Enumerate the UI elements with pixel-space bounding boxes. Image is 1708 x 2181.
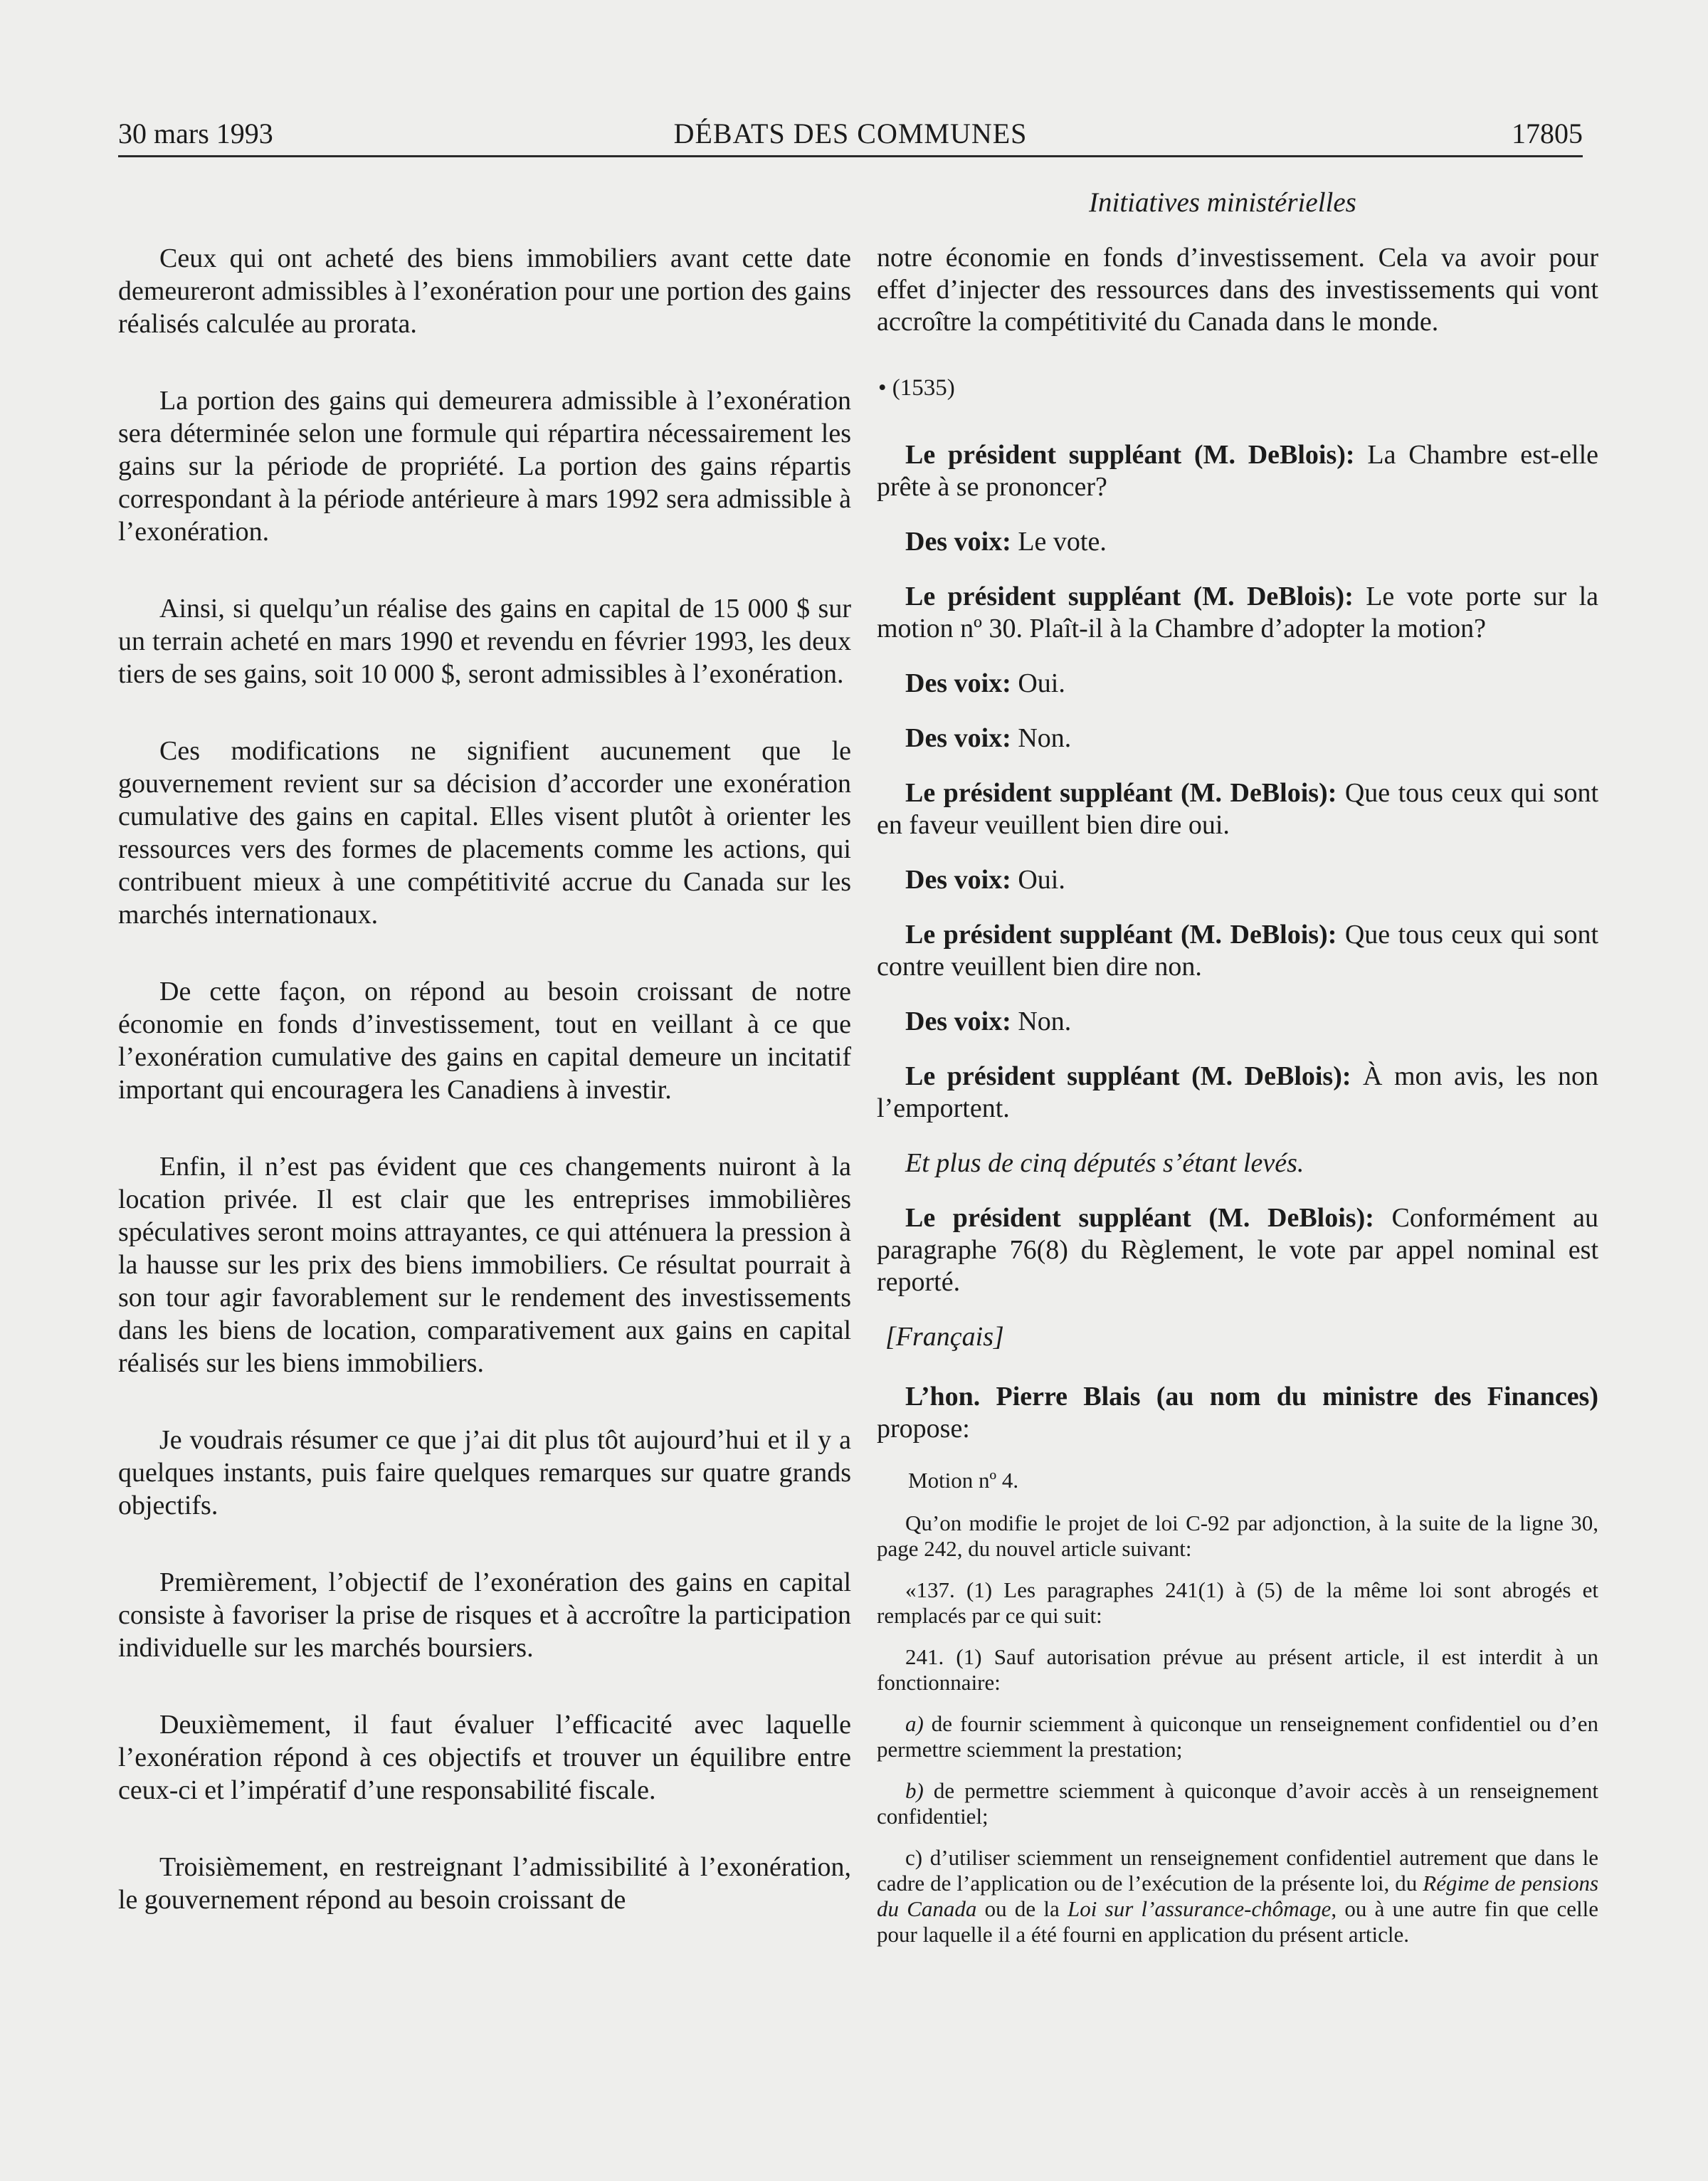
item-letter: a) <box>905 1711 924 1736</box>
speech <box>877 1202 1598 1298</box>
section-heading: Initiatives ministérielles <box>1089 187 1356 218</box>
speaker: Des voix: <box>905 527 1011 557</box>
item-text: de fournir sciemment à quiconque un renseignement confidentiel ou d’en permettre sciemment la prestation; <box>877 1711 1598 1762</box>
continuation-paragraph: notre économie en fonds d’investissement. Cela va avoir pour effet d’injecter des ressources dans des investissements qui vont accroître la compétitivité du Canada dans le monde. <box>877 243 1598 337</box>
speaker: L’hon. Pierre Blais (au nom du ministre des Finances) <box>905 1382 1598 1412</box>
speech <box>877 722 1598 755</box>
speaker: Le président suppléant (M. DeBlois): <box>905 920 1337 950</box>
speech-text: Le vote. <box>1011 527 1107 557</box>
item-a <box>877 1711 1598 1762</box>
speech-text: Que tous ceux qui sont contre veuillent bien dire non. <box>877 920 1599 982</box>
speech-text: Le vote porte sur la motion nº 30. Plaît-il à la Chambre d’adopter la motion? <box>877 582 1598 643</box>
speech <box>877 668 1598 700</box>
speaker: Des voix: <box>905 668 1011 698</box>
speech-text: Oui. <box>1011 865 1065 895</box>
speech <box>877 526 1598 558</box>
paragraph: Ces modifications ne signifient aucunement que le gouvernement revient sur sa décision d’accorder une exonération cumulative des gains en capital. Elles visent plutôt à orienter les ressources vers des formes de placements comme les actions, qui contribuent mieux à une compétitivité accrue du Canada sur les marchés internationaux. <box>118 736 851 930</box>
paragraph: De cette façon, on répond au besoin croissant de notre économie en fonds d’investissement, tout en veillant à ce que l’exonération cumulative des gains en capital demeure un incitatif important qui encouragera les Canadiens à investir. <box>118 977 851 1105</box>
item-b <box>877 1778 1598 1829</box>
speech-text: Non. <box>1011 723 1072 753</box>
paragraph: La portion des gains qui demeurera admissible à l’exonération sera déterminée selon une formule qui répartira nécessairement les gains sur la période de propriété. La portion des gains répartis correspondant à la période antérieure à mars 1992 sera admissible à l’exonération. <box>118 386 851 547</box>
speech <box>877 777 1598 841</box>
timestamp: • (1535) <box>878 375 955 401</box>
speech <box>877 581 1598 645</box>
speech <box>877 864 1598 896</box>
paragraph: Je voudrais résumer ce que j’ai dit plus tôt aujourd’hui et il y a quelques instants, puis faire quelques remarques sur quatre grands objectifs. <box>118 1425 851 1520</box>
header-rule <box>118 155 1583 157</box>
speech-text: Oui. <box>1011 668 1065 698</box>
header-page-number: 17805 <box>1512 117 1583 149</box>
speaker: Le président suppléant (M. DeBlois): <box>905 1203 1374 1233</box>
header-title: DÉBATS DES COMMUNES <box>673 117 1028 149</box>
paragraph: Ceux qui ont acheté des biens immobiliers avant cette date demeureront admissibles à l’exonération pour une portion des gains réalisés calculée au prorata. <box>118 243 851 339</box>
paragraph: Deuxièmement, il faut évaluer l’efficacité avec laquelle l’exonération répond à ces objectifs et trouver un équilibre entre ceux-ci et l’impératif d’une responsabilité fiscale. <box>118 1710 851 1805</box>
item-text: de permettre sciemment à quiconque d’avoir accès à un renseignement confidentiel; <box>877 1778 1598 1829</box>
paragraph: Troisièmement, en restreignant l’admissibilité à l’exonération, le gouvernement répond au besoin croissant de <box>118 1852 851 1915</box>
article-241: 241. (1) Sauf autorisation prévue au présent article, il est interdit à un fonctionnaire: <box>877 1644 1598 1695</box>
act-title: Régime de pensions du Canada <box>877 1871 1599 1921</box>
speech-text: À mon avis, les non l’emportent. <box>877 1061 1598 1123</box>
header-date: 30 mars 1993 <box>118 117 273 149</box>
item-text: , ou à une autre fin que celle pour laquelle il a été fourni en application du présent article. <box>877 1896 1598 1947</box>
speaker: Des voix: <box>905 1007 1011 1036</box>
speech-text: Conformément au paragraphe 76(8) du Règlement, le vote par appel nominal est reporté. <box>877 1203 1598 1297</box>
speech-text: La Chambre est-elle prête à se prononcer? <box>877 440 1598 502</box>
left-column <box>118 242 851 1960</box>
item-letter: c) <box>905 1845 923 1870</box>
article-137: «137. (1) Les paragraphes 241(1) à (5) de la même loi sont abrogés et remplacés par ce qui suit: <box>877 1577 1598 1628</box>
item-letter: b) <box>905 1778 924 1803</box>
right-column <box>877 242 1598 1963</box>
language-marker: [Français] <box>885 1322 1004 1352</box>
motion-intro: Qu’on modifie le projet de loi C-92 par adjonction, à la suite de la ligne 30, page 242, du nouvel article suivant: <box>877 1510 1598 1561</box>
stage-direction: Et plus de cinq députés s’étant levés. <box>905 1148 1304 1178</box>
speaker: Le président suppléant (M. DeBlois): <box>905 582 1354 611</box>
paragraph: Enfin, il n’est pas évident que ces changements nuiront à la location privée. Il est clair que les entreprises immobilières spéculatives seront moins attrayantes, ce qui atténuera la pression à la hausse sur les prix des biens immobiliers. Ce résultat pourrait à son tour agir favorablement sur le rendement des investissements dans les biens de location, comparativement aux gains en capital réalisés sur les biens immobiliers. <box>118 1152 851 1378</box>
item-c <box>877 1845 1598 1948</box>
act-title: Loi sur l’assurance-chômage <box>1068 1896 1332 1921</box>
speech-text: propose: <box>877 1414 970 1444</box>
running-header <box>118 114 1583 157</box>
speaker: Des voix: <box>905 723 1011 753</box>
paragraph: Premièrement, l’objectif de l’exonération des gains en capital consiste à favoriser la prise de risques et à accroître la participation individuelle sur les marchés boursiers. <box>118 1567 851 1663</box>
speaker: Le président suppléant (M. DeBlois): <box>905 1061 1351 1091</box>
speech <box>877 919 1598 983</box>
speech <box>877 1006 1598 1038</box>
speech-text: Non. <box>1011 1007 1072 1036</box>
speaker: Le président suppléant (M. DeBlois): <box>905 440 1355 470</box>
speaker: Le président suppléant (M. DeBlois): <box>905 778 1337 808</box>
paragraph: Ainsi, si quelqu’un réalise des gains en capital de 15 000 $ sur un terrain acheté en mars 1990 et revendu en février 1993, les deux tiers de ses gains, soit 10 000 $, seront admissibles à l’exonération. <box>118 594 851 689</box>
speech <box>877 439 1598 503</box>
speech-text: Que tous ceux qui sont en faveur veuillent bien dire oui. <box>877 778 1599 840</box>
speech <box>877 1381 1598 1445</box>
speech <box>877 1061 1598 1125</box>
speaker: Des voix: <box>905 865 1011 895</box>
item-text: ou de la <box>976 1896 1068 1921</box>
motion-number: Motion nº 4. <box>908 1468 1019 1493</box>
item-text: d’utiliser sciemment un renseignement confidentiel autrement que dans le cadre de l’application ou de l’exécution de la présente loi, du <box>877 1845 1598 1896</box>
